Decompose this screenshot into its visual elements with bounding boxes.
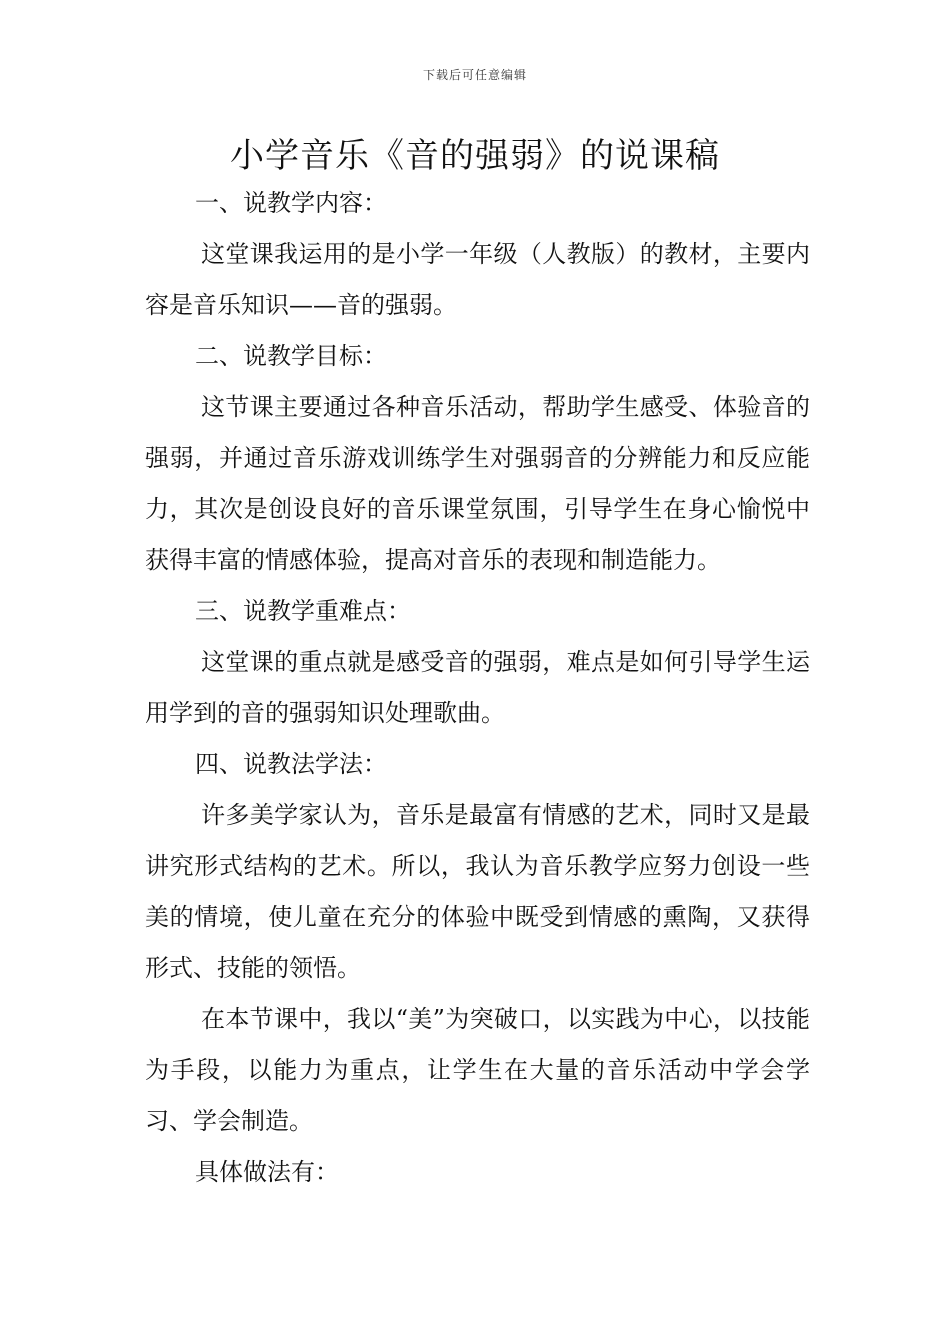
section-heading-practice: 具体做法有：: [195, 1158, 339, 1186]
section-heading-goals: 二、说教学目标：: [195, 342, 387, 370]
document-body: [145, 178, 810, 1198]
section-heading-content: 一、说教学内容：: [195, 189, 387, 217]
section-heading-methods: 四、说教法学法：: [195, 750, 387, 778]
section-heading-key-points: 三、说教学重难点：: [195, 597, 411, 625]
paragraph-key-points: 这堂课的重点就是感受音的强弱，难点是如何引导学生运用学到的音的强弱知识处理歌曲。: [145, 648, 810, 727]
document-title: 小学音乐《音的强弱》的说课稿: [230, 136, 720, 176]
paragraph-methods: 许多美学家认为，音乐是最富有情感的艺术，同时又是最讲究形式结构的艺术。所以，我认为音乐教学应努力创设一些美的情境，使儿童在充分的体验中既受到情感的熏陶，又获得形式、技能的领悟。: [145, 801, 810, 982]
header-note: 下载后可任意编辑: [422, 68, 527, 82]
paragraph-content: 这堂课我运用的是小学一年级（人教版）的教材，主要内容是音乐知识——音的强弱。: [145, 240, 810, 319]
paragraph-approach: 在本节课中，我以“美”为突破口，以实践为中心，以技能为手段，以能力为重点，让学生在大量的音乐活动中学会学习、学会制造。: [145, 1005, 810, 1135]
paragraph-goals: 这节课主要通过各种音乐活动，帮助学生感受、体验音的强弱，并通过音乐游戏训练学生对强弱音的分辨能力和反应能力，其次是创设良好的音乐课堂氛围，引导学生在身心愉悦中获得丰富的情感体验，提高对音乐的表现和制造能力。: [145, 393, 810, 574]
